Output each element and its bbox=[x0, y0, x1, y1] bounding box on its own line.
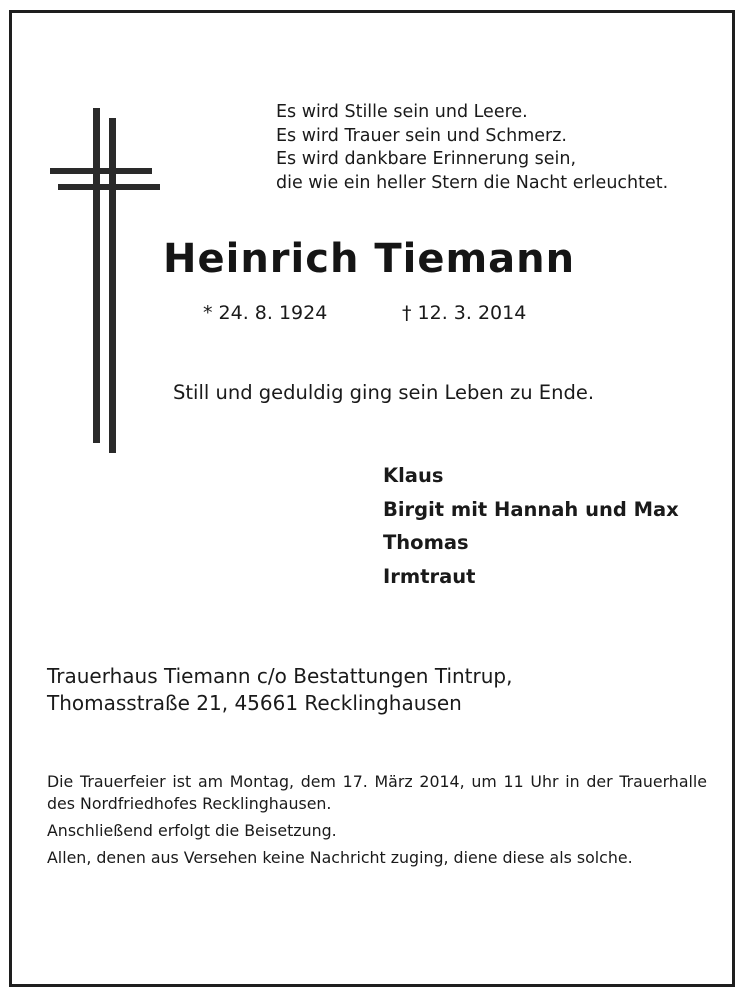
mourner-name: Thomas bbox=[383, 531, 469, 554]
deceased-name: Heinrich Tiemann bbox=[163, 236, 576, 282]
mourner-name: Klaus bbox=[383, 464, 444, 487]
funeral-notice bbox=[47, 771, 707, 874]
poem-line: die wie ein heller Stern die Nacht erleuchtet. bbox=[276, 172, 669, 193]
mourner-name: Irmtraut bbox=[383, 564, 476, 588]
poem-line: Es wird Stille sein und Leere. bbox=[276, 102, 528, 122]
mourners-list bbox=[383, 459, 679, 593]
memorial-quote: Still und geduldig ging sein Leben zu Ende. bbox=[173, 381, 595, 404]
poem-line: Es wird dankbare Erinnerung sein, bbox=[276, 149, 577, 169]
burial-info: Anschließend erfolgt die Beisetzung. bbox=[47, 821, 337, 840]
ceremony-info: Die Trauerfeier ist am Montag, dem 17. März 2014, um 11 Uhr in der Trauerhalle des Nordfriedhofes Recklinghausen. bbox=[47, 772, 707, 813]
poem bbox=[276, 101, 668, 195]
cross-icon bbox=[48, 108, 163, 458]
birth-date: * 24. 8. 1924 bbox=[203, 302, 328, 324]
address-line: Trauerhaus Tiemann c/o Bestattungen Tintrup, bbox=[47, 664, 513, 688]
apology-note: Allen, denen aus Versehen keine Nachricht zuging, diene diese als solche. bbox=[47, 848, 633, 867]
mourning-house-address bbox=[47, 663, 512, 717]
mourner-name: Birgit mit Hannah und Max bbox=[383, 497, 679, 521]
address-line: Thomasstraße 21, 45661 Recklinghausen bbox=[47, 691, 462, 715]
death-date: † 12. 3. 2014 bbox=[402, 302, 527, 324]
poem-line: Es wird Trauer sein und Schmerz. bbox=[276, 125, 567, 146]
